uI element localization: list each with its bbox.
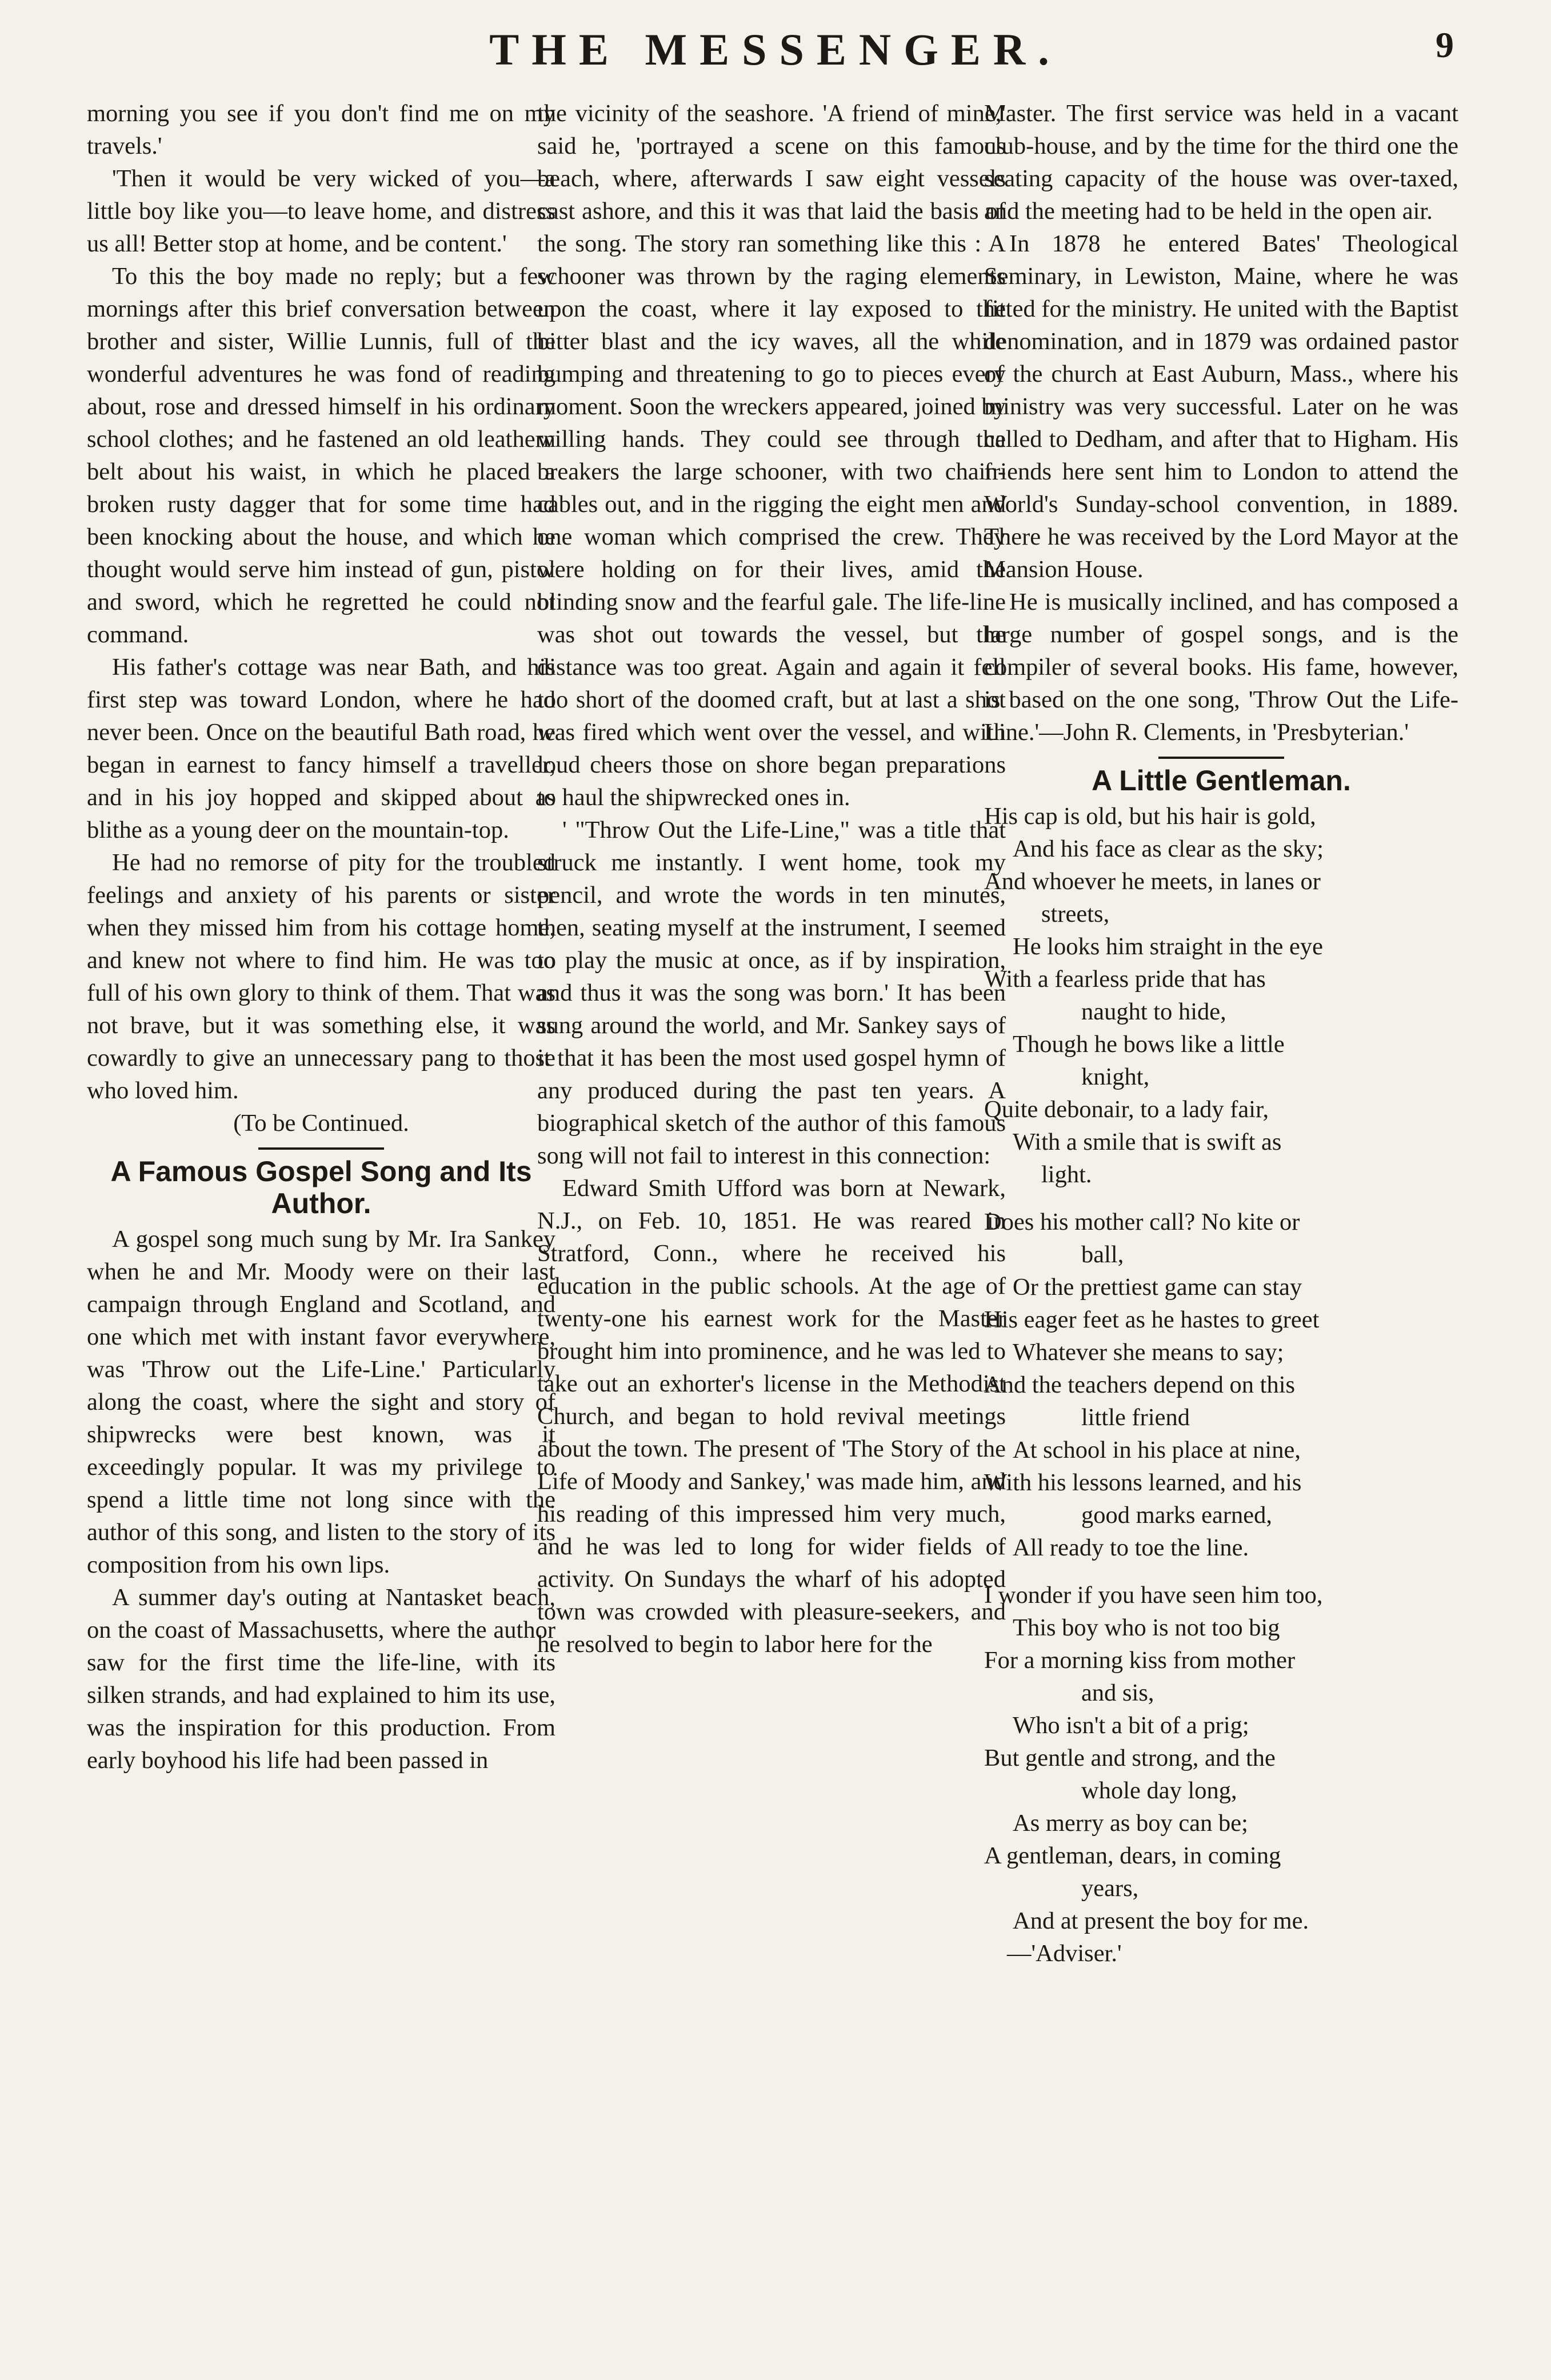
poem-line: Though he bows like a little [1013,1031,1285,1058]
poem-line: And at present the boy for me. [1013,1907,1309,1934]
poem-line: I wonder if you have seen him too, [984,1582,1323,1609]
page-number: 9 [1436,25,1454,65]
article-title: A Famous Gospel Song and Its Author. [110,1155,532,1219]
poem-stanza [984,800,1458,1191]
poem-line: With his lessons learned, and his [984,1469,1302,1496]
poem-line: A gentleman, dears, in coming [984,1842,1281,1869]
poem-line: For a morning kiss from mother [984,1647,1296,1674]
column-3 [984,97,1458,1985]
poem-line: and sis, [1081,1679,1154,1706]
poem-line: ball, [1081,1241,1124,1268]
poem-line: With a fearless pride that has [984,966,1266,993]
poem-line: He looks him straight in the eye [1013,933,1323,960]
poem-line: Or the prettiest game can stay [1013,1274,1302,1301]
poem-title: A Little Gentleman. [1092,765,1351,797]
poem-line: His eager feet as he hastes to greet [984,1306,1320,1333]
paragraph: Edward Smith Ufford was born at Newark, N.J., on Feb. 10, 1851. He was reared in Stratford, Conn., where he received his education in the public schools. At the age of twenty-one his earnest work for the Master brought him into prominence, and he was led to take out an exhorter's license in the Methodist Church, and began to hold revival meetings about the town. The present of 'The Story of the Life of Moody and Sankey,' was made him, and his reading of this impressed him very much, and he was led to long for wider fields of activity. On Sundays the wharf of his adopted town was crowded with pleasure-seekers, and he resolved to begin to labor here for the [537,1175,1006,1658]
poem-line: Quite debonair, to a lady fair, [984,1096,1269,1123]
poem-line: As merry as boy can be; [1013,1810,1248,1837]
poem [984,800,1458,1970]
poem-line: At school in his place at nine, [1013,1437,1301,1463]
poem-line: Does his mother call? No kite or [984,1209,1300,1235]
poem-line: But gentle and strong, and the [984,1745,1276,1771]
section-divider [258,1147,384,1150]
poem-attribution: —'Adviser.' [1007,1940,1122,1967]
column-1 [87,97,555,1777]
poem-line: Who isn't a bit of a prig; [1013,1712,1249,1739]
poem-line: With a smile that is swift as [1013,1129,1282,1155]
poem-line: little friend [1081,1404,1190,1431]
continued-note: (To be Continued. [233,1110,409,1137]
poem-line: knight, [1081,1063,1150,1090]
poem-line: And the teachers depend on this [984,1371,1296,1398]
poem-line: streets, [1041,901,1110,927]
section-divider [1158,757,1284,759]
paragraph: Master. The first service was held in a vacant club-house, and by the time for the third one the seating capacity of the house was over-taxed, and the meeting had to be held in the open air. [984,100,1458,225]
paragraph: ' "Throw Out the Life-Line," was a title that struck me instantly. I went home, took my pencil, and wrote the words in ten minutes, then, seating myself at the instrument, I seemed to play the music at once, as if by inspiration, and thus it was the song was born.' It has been sung around the world, and Mr. Sankey says of it that it has been the most used gospel hymn of any produced during the past ten years. A biographical sketch of the author of this famous song will not fail to interest in this connection: [537,817,1006,1169]
poem-stanza [984,1206,1458,1564]
poem-line: And his face as clear as the sky; [1013,835,1324,862]
poem-line: naught to hide, [1081,998,1226,1025]
paragraph: 'Then it would be very wicked of you—a little boy like you—to leave home, and distress us all! Better stop at home, and be content.' [87,165,555,257]
paragraph: morning you see if you don't find me on my travels.' [87,100,555,159]
paragraph: the vicinity of the seashore. 'A friend of mine,' said he, 'portrayed a scene on this famous beach, where, afterwards I saw eight vessels cast ashore, and this it was that laid the basis of the song. The story ran something like this : A schooner was thrown by the raging elements upon the coast, where it lay exposed to the bitter blast and the icy waves, all the while bumping and threatening to go to pieces every moment. Soon the wreckers appeared, joined by willing hands. They could see through the breakers the large schooner, with two chain-cables out, and in the rigging the eight men and one woman which comprised the crew. They were holding on for their lives, amid the blinding snow and the fearful gale. The life-line was shot out towards the vessel, but the distance was too great. Again and again it fell too short of the doomed craft, but at last a shot was fired which went over the vessel, and with loud cheers those on shore began preparations to haul the shipwrecked ones in. [537,100,1006,811]
poem-line: good marks earned, [1081,1502,1272,1529]
paragraph: To this the boy made no reply; but a few mornings after this brief conversation between brother and sister, Willie Lunnis, full of the wonderful adventures he was fond of reading about, rose and dressed himself in his ordinary school clothes; and he fastened an old leathern belt about his waist, in which he placed a broken rusty dagger that for some time had been knocking about the house, and which he thought would serve him instead of gun, pistol and sword, which he regretted he could not command. [87,263,555,648]
poem-line: This boy who is not too big [1013,1614,1280,1641]
newspaper-title: THE MESSENGER. [489,25,1062,74]
poem-line: And whoever he meets, in lanes or [984,868,1321,895]
poem-line: Whatever she means to say; [1013,1339,1284,1366]
poem-line: light. [1041,1161,1092,1188]
poem-line: whole day long, [1081,1777,1237,1804]
poem-line: All ready to toe the line. [1013,1534,1249,1561]
paragraph: His father's cottage was near Bath, and his first step was toward London, where he had never been. Once on the beautiful Bath road, he began in earnest to fancy himself a traveller, and in his joy hopped and skipped about as blithe as a young deer on the mountain-top. [87,654,555,843]
paragraph: He is musically inclined, and has composed a large number of gospel songs, and is the compiler of several books. His fame, however, is based on the one song, 'Throw Out the Life-Line.'—John R. Clements, in 'Presbyterian.' [984,589,1458,746]
paragraph: In 1878 he entered Bates' Theological Seminary, in Lewiston, Maine, where he was fitted for the ministry. He united with the Baptist denomination, and in 1879 was ordained pastor of the church at East Auburn, Mass., where his ministry was very successful. Later on he was called to Dedham, and after that to Higham. His friends here sent him to London to attend the World's Sunday-school convention, in 1889. There he was received by the Lord Mayor at the Mansion House. [984,230,1458,583]
masthead [0,24,1551,87]
column-2 [537,97,1006,1661]
paragraph: He had no remorse of pity for the troubled feelings and anxiety of his parents or sister when they missed him from his cottage home, and knew not where to find him. He was too full of his own glory to think of them. That was not brave, but it was something else, it was cowardly to give an unnecessary pang to those who loved him. [87,849,555,1104]
poem-line: His cap is old, but his hair is gold, [984,803,1316,830]
poem-stanza [984,1579,1458,1970]
paragraph: A gospel song much sung by Mr. Ira Sankey when he and Mr. Moody were on their last campaign through England and Scotland, and one which met with instant favor everywhere, was 'Throw out the Life-Line.' Particularly along the coast, where the sight and story of shipwrecks were best known, was it exceedingly popular. It was my privilege to spend a little time not long since with the author of this song, and listen to the story of its composition from his own lips. [87,1226,555,1578]
poem-line: years, [1081,1875,1139,1902]
paragraph: A summer day's outing at Nantasket beach, on the coast of Massachusetts, where the author saw for the first time the life-line, with its silken strands, and had explained to him its use, was the inspiration for this production. From early boyhood his life had been passed in [87,1584,555,1774]
